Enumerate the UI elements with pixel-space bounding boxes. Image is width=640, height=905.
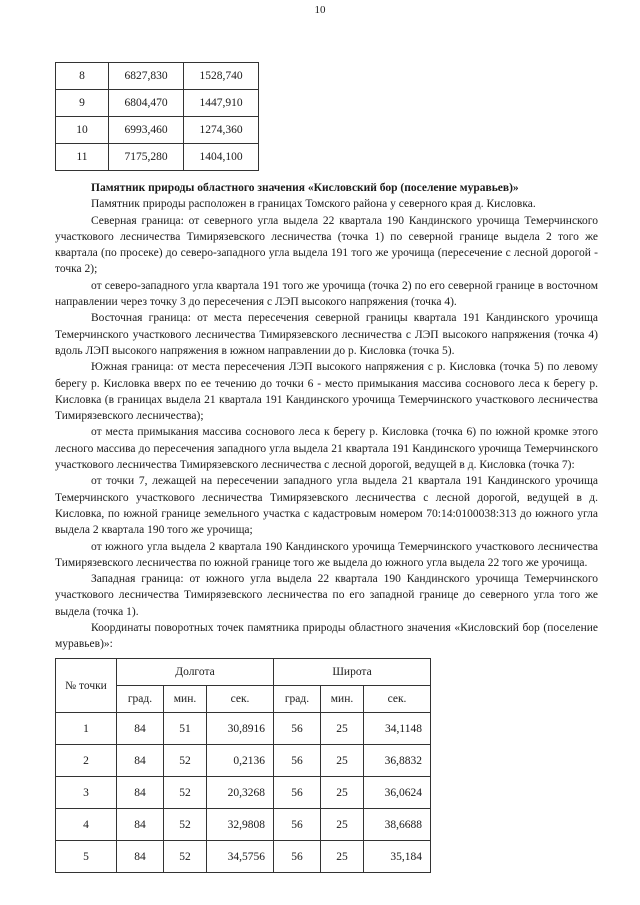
coord-x: 6827,830: [109, 63, 184, 90]
table-row: [56, 841, 431, 873]
paragraph-east-border: Восточная граница: от места пересечения северной границы квартала 191 Кандинского урочища Темерчинского участкового лесничества Тимирязевского лесничества с ЛЭП высокого напряжения (точка 4) вдоль ЛЭП высокого напряжения в южном направлении до р. Кисловка (точка 5).: [55, 312, 598, 357]
paragraph-north-border-cont: от северо-западного угла квартала 191 того же урочища (точка 2) по его северной границе в восточном направлении через точку 3 до пересечения с ЛЭП высокого напряжения (точка 4).: [55, 279, 598, 309]
coord-x: 7175,280: [109, 144, 184, 171]
subheader-lat-deg: град.: [274, 686, 321, 713]
lon-deg: 84: [117, 809, 164, 841]
paragraph-location: Памятник природы расположен в границах Томского района у северного края д. Кисловка.: [91, 198, 536, 211]
lat-min: 25: [321, 841, 364, 873]
header-latitude: Широта: [274, 659, 431, 686]
lon-sec: 30,8916: [207, 713, 274, 745]
lat-deg: 56: [274, 809, 321, 841]
lat-min: 25: [321, 713, 364, 745]
subheader-lat-min: мин.: [321, 686, 364, 713]
lat-deg: 56: [274, 841, 321, 873]
table-row: [56, 63, 259, 90]
point-number: 2: [56, 745, 117, 777]
lon-deg: 84: [117, 713, 164, 745]
point-number: 3: [56, 777, 117, 809]
lon-sec: 20,3268: [207, 777, 274, 809]
table-header-row: [56, 659, 431, 686]
point-number: 9: [56, 90, 109, 117]
lat-deg: 56: [274, 745, 321, 777]
coord-y: 1404,100: [184, 144, 259, 171]
table-row: [56, 90, 259, 117]
table-row: [56, 713, 431, 745]
table-row: [56, 117, 259, 144]
subheader-lon-min: мин.: [164, 686, 207, 713]
paragraph-south-border-cont-1: от места примыкания массива соснового леса к берегу р. Кисловка (точка 6) по южной кромке этого лесного массива до пересечения западного угла выдела 21 квартала 191 Кандинского урочища Темерчинского участкового лесничества Тимирязевского лесничества с лесной дорогой, ведущей в д. Кисловка (точка 7):: [55, 426, 598, 472]
subheader-lat-sec: сек.: [364, 686, 431, 713]
coord-x: 6804,470: [109, 90, 184, 117]
coord-y: 1528,740: [184, 63, 259, 90]
paragraph-west-border: Западная граница: от южного угла выдела 22 квартала 190 Кандинского урочища Темерчинского участкового лесничества Тимирязевского лесничества по его западной границе до северного угла того же выдела (точка 1).: [55, 573, 598, 618]
table-row: [56, 777, 431, 809]
subheader-lon-sec: сек.: [207, 686, 274, 713]
lat-sec: 36,0624: [364, 777, 431, 809]
lat-deg: 56: [274, 713, 321, 745]
coordinates-table-continued: [55, 62, 259, 171]
lon-min: 52: [164, 841, 207, 873]
paragraph-south-border: Южная граница: от места пересечения ЛЭП высокого напряжения с р. Кисловка (точка 5) по левому берегу р. Кисловка вверх по ее течению до точки 6 - место примыкания массива соснового леса к берегу р. Кисловка (в границах выдела 21 квартала 191 Кандинского урочища Темерчинского участкового лесничества Тимирязевского лесничества);: [55, 361, 598, 423]
lon-min: 52: [164, 777, 207, 809]
subheader-lon-deg: град.: [117, 686, 164, 713]
coord-y: 1447,910: [184, 90, 259, 117]
lat-deg: 56: [274, 777, 321, 809]
paragraph-south-border-cont-2: от точки 7, лежащей на пересечении западного угла выдела 21 квартала 191 Кандинского урочища Темерчинского участкового лесничества Тимирязевского лесничества с лесной дорогой, ведущей в д. Кисловка, по южной границе земельного участка с кадастровым номером 70:14:0100038:313 до южного угла выдела 2 квартала 190 того же урочища;: [55, 475, 598, 537]
point-number: 10: [56, 117, 109, 144]
lon-min: 52: [164, 809, 207, 841]
lon-deg: 84: [117, 777, 164, 809]
header-point-number: № точки: [56, 659, 117, 713]
point-number: 1: [56, 713, 117, 745]
lat-min: 25: [321, 777, 364, 809]
paragraph-south-border-cont-3: от южного угла выдела 2 квартала 190 Кандинского урочища Темерчинского участкового лесничества Тимирязевского лесничества по южной границе того же выдела до южного угла выдела 22 того же урочища.: [55, 540, 598, 569]
lon-sec: 0,2136: [207, 745, 274, 777]
coord-x: 6993,460: [109, 117, 184, 144]
lon-sec: 34,5756: [207, 841, 274, 873]
paragraph-coords-intro: Координаты поворотных точек памятника природы областного значения «Кисловский бор (поселение муравьев)»:: [55, 622, 598, 651]
lat-min: 25: [321, 745, 364, 777]
table-row: [56, 144, 259, 171]
section-title: Памятник природы областного значения «Кисловский бор (поселение муравьев)»: [91, 182, 519, 194]
page-number: 10: [314, 4, 326, 16]
lon-deg: 84: [117, 745, 164, 777]
lon-min: 52: [164, 745, 207, 777]
lon-sec: 32,9808: [207, 809, 274, 841]
lat-sec: 36,8832: [364, 745, 431, 777]
point-number: 11: [56, 144, 109, 171]
lon-min: 51: [164, 713, 207, 745]
lon-deg: 84: [117, 841, 164, 873]
turning-points-table: [55, 658, 431, 873]
lat-min: 25: [321, 809, 364, 841]
header-longitude: Долгота: [117, 659, 274, 686]
lat-sec: 38,6688: [364, 809, 431, 841]
paragraph-north-border: Северная граница: от северного угла выдела 22 квартала 190 Кандинского урочища Темерчинского участкового лесничества Тимирязевского лесничества (точка 1) по северной границе выдела 2 того же квартала (по просеке) до северо-западного угла выдела 191 того же урочища (пересечение с лесной дорогой - точка 2);: [55, 214, 598, 276]
coord-y: 1274,360: [184, 117, 259, 144]
section-body: [55, 180, 598, 653]
point-number: 4: [56, 809, 117, 841]
point-number: 5: [56, 841, 117, 873]
lat-sec: 34,1148: [364, 713, 431, 745]
point-number: 8: [56, 63, 109, 90]
table-row: [56, 745, 431, 777]
table-row: [56, 809, 431, 841]
lat-sec: 35,184: [364, 841, 431, 873]
